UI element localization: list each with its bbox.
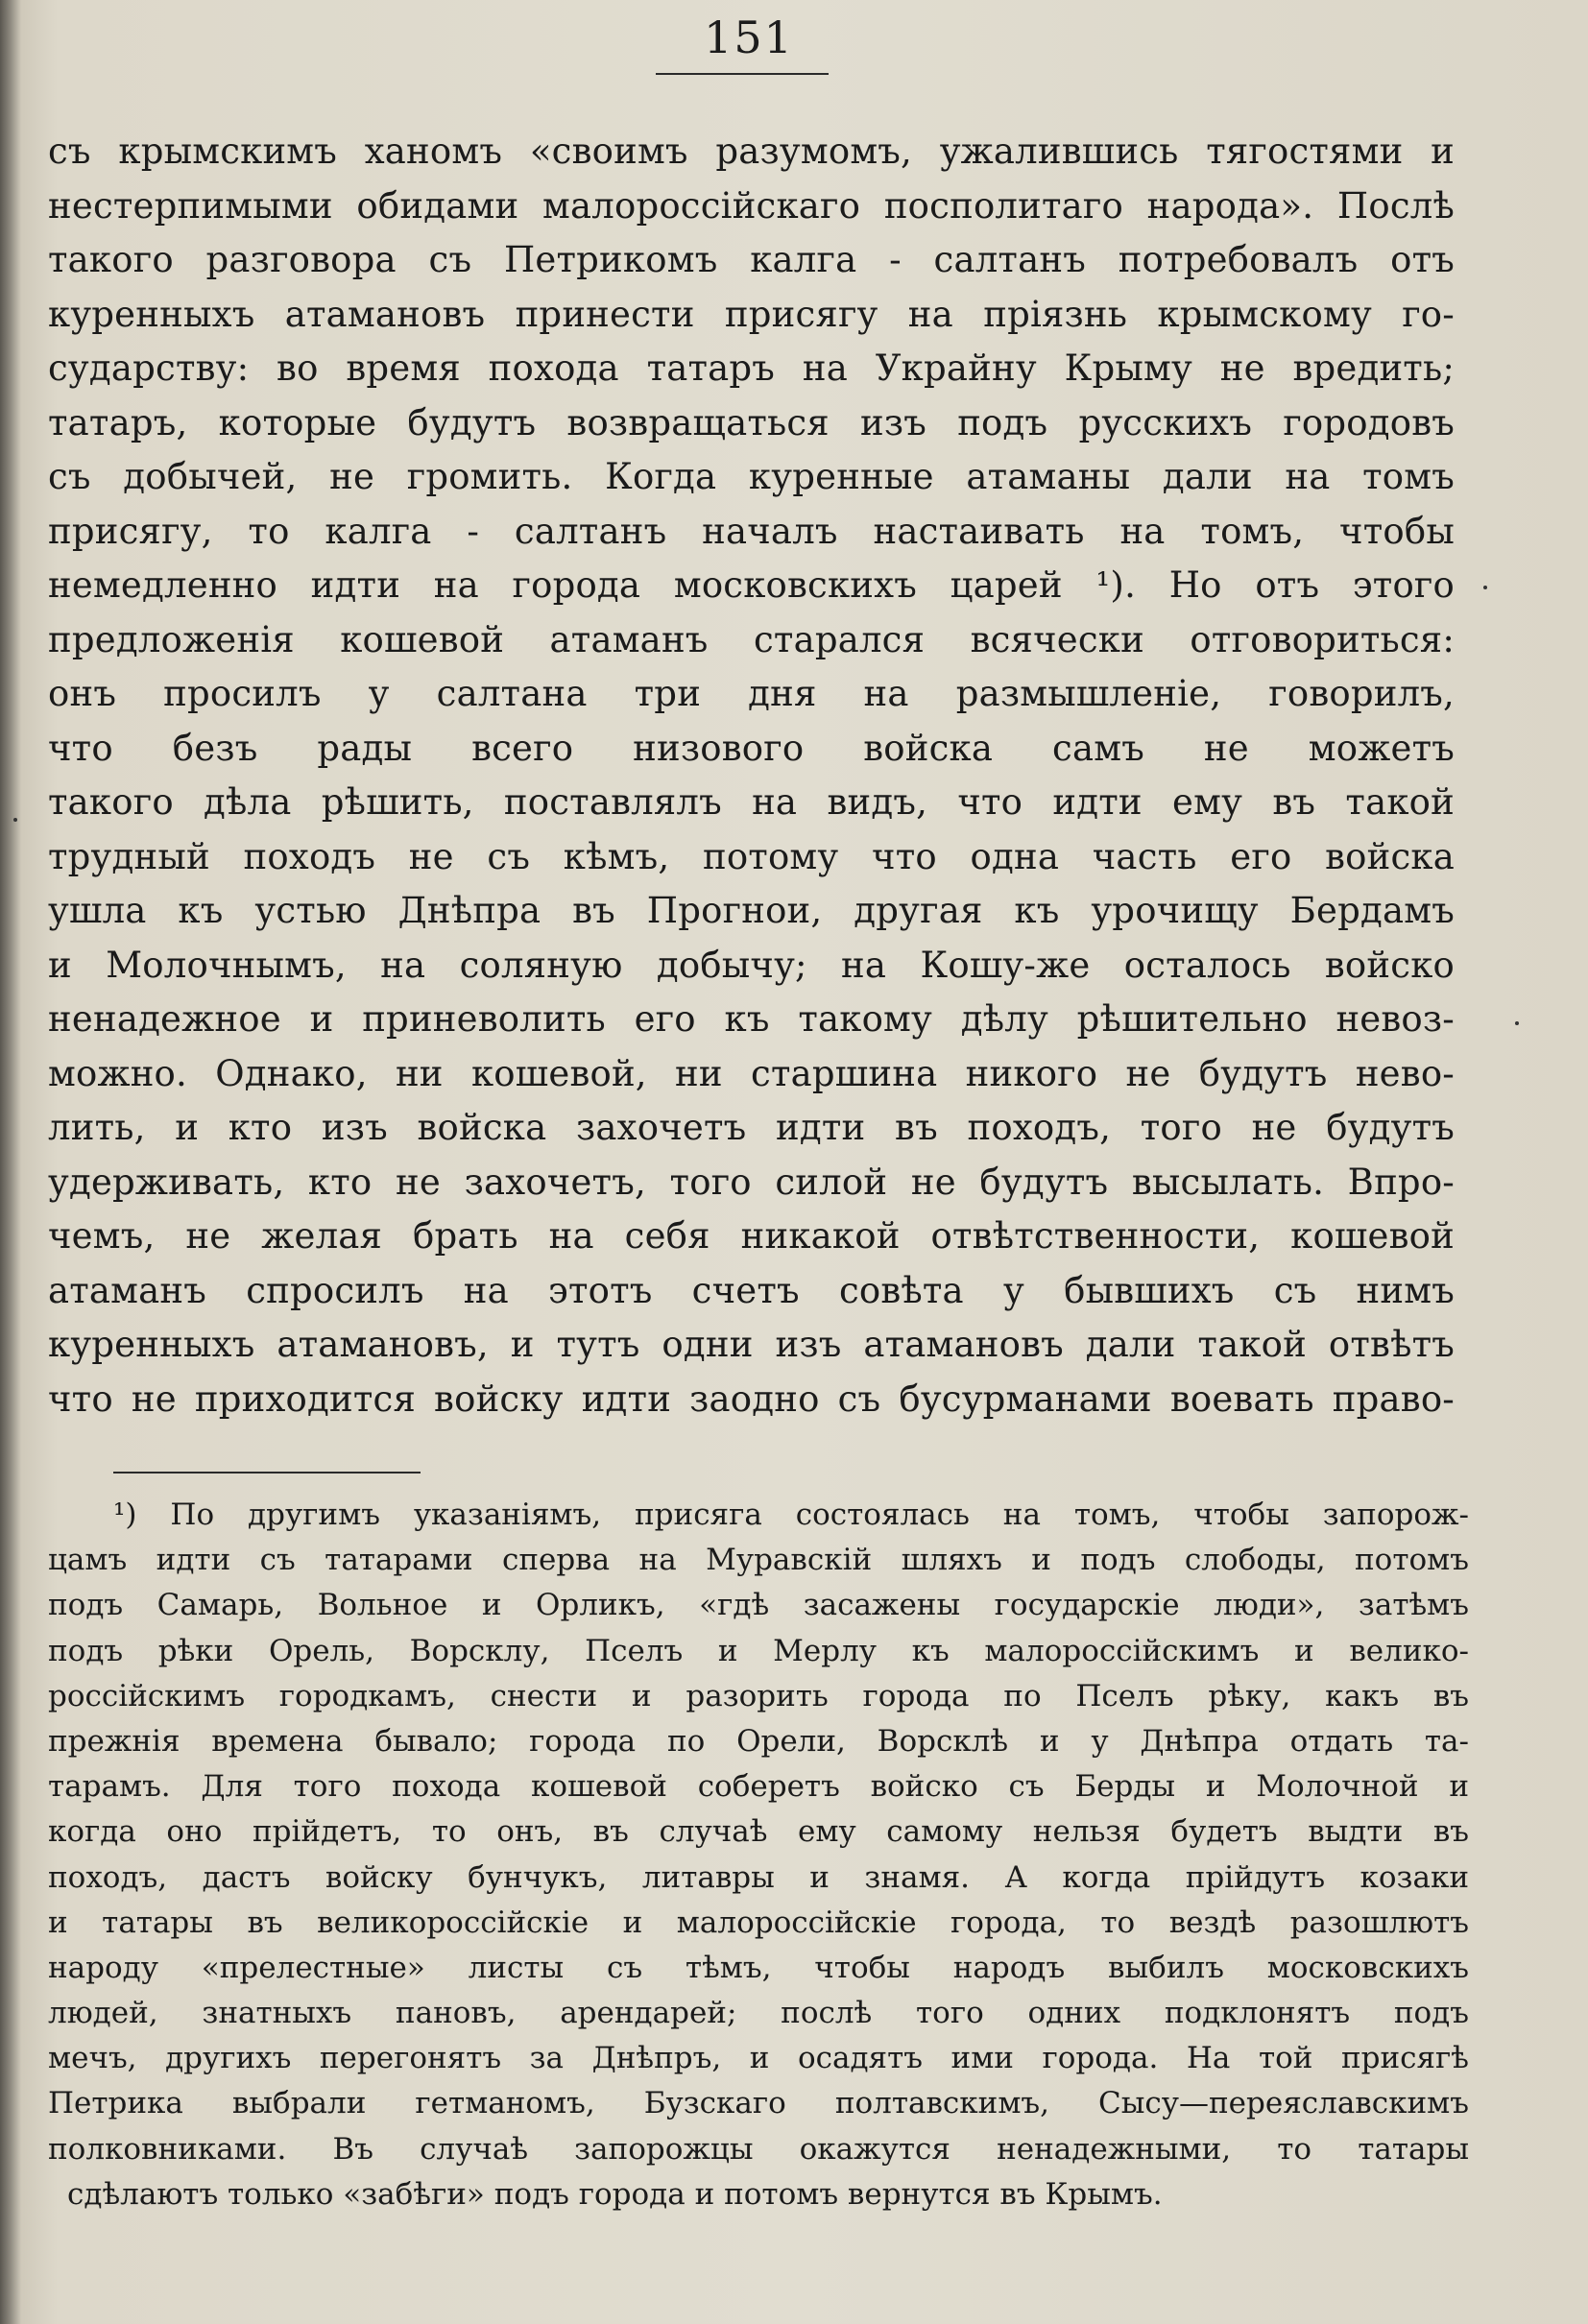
body-line: что не приходится войску идти заодно съ бусурманами воевать право- [48, 1378, 1455, 1420]
footnote-line: мечъ, другихъ перегонятъ за Днѣпръ, и осадятъ ими города. На той присягѣ [48, 2041, 1469, 2076]
paper-speck [1483, 586, 1487, 589]
body-line: трудный походъ не съ кѣмъ, потому что одна часть его войска [48, 835, 1455, 877]
footnote-line: походъ, дастъ войску бунчукъ, литавры и знамя. А когда прійдутъ козаки [48, 1859, 1469, 1895]
body-line: можно. Однако, ни кошевой, ни старшина никого не будутъ нево- [48, 1052, 1455, 1094]
body-line: предложенія кошевой атаманъ старался всячески отговориться: [48, 618, 1455, 660]
paper-speck [13, 818, 17, 822]
footnote-line: полковниками. Въ случаѣ запорожцы окажутся ненадежными, то татары [48, 2131, 1469, 2167]
body-line: ненадежное и приневолить его къ такому дѣлу рѣшительно невоз- [48, 998, 1455, 1040]
body-line: сударству: во время похода татаръ на Украйну Крыму не вредить; [48, 347, 1455, 389]
body-line: удерживать, кто не захочетъ, того силой не будутъ высылать. Впро- [48, 1161, 1455, 1203]
footnote-line: прежнія времена бывало; города по Орели, Ворсклѣ и у Днѣпра отдать та- [48, 1723, 1469, 1759]
footnote-line: подъ Самарь, Вольное и Орликъ, «гдѣ засажены государскіе люди», затѣмъ [48, 1588, 1469, 1623]
paper-speck [1515, 1021, 1519, 1025]
footnote-block [48, 1493, 1469, 2217]
footnote-line: людей, знатныхъ пановъ, арендарей; послѣ того одних подклонятъ подъ [48, 1996, 1469, 2031]
body-line: куренныхъ атамановъ принести присягу на пріязнь крымскому го- [48, 293, 1455, 335]
footnote-line: тарамъ. Для того похода кошевой соберетъ войско съ Берды и Молочной и [48, 1769, 1469, 1805]
footnote-line: когда оно прійдетъ, то онъ, въ случаѣ ему самому нельзя будетъ выдти въ [48, 1814, 1469, 1850]
body-line: татаръ, которые будутъ возвращаться изъ подъ русскихъ городовъ [48, 401, 1455, 443]
footnote-line: сдѣлаютъ только «забѣги» подъ города и потомъ вернутся въ Крымъ. [67, 2176, 1163, 2212]
body-line: что безъ рады всего низового войска самъ не можетъ [48, 727, 1455, 769]
footnote-line: Петрика выбрали гетманомъ, Бузскаго полтавскимъ, Сысу—переяславскимъ [48, 2086, 1469, 2121]
footnote-line: россійскимъ городкамъ, снести и разорить города по Пселъ рѣку, какъ въ [48, 1678, 1469, 1713]
footnote-line: цамъ идти съ татарами сперва на Муравскій шляхъ и подъ слободы, потомъ [48, 1543, 1469, 1578]
body-line: присягу, то калга - салтанъ началъ настаивать на томъ, чтобы [48, 510, 1455, 552]
footnote-line: ¹) По другимъ указаніямъ, присяга состоялась на томъ, чтобы запорож- [113, 1497, 1469, 1532]
body-line: съ добычей, не громить. Когда куренные атаманы дали на томъ [48, 456, 1455, 497]
body-line: лить, и кто изъ войска захочетъ идти въ походъ, того не будутъ [48, 1107, 1455, 1148]
body-line: такого дѣла рѣшить, поставлялъ на видъ, что идти ему въ такой [48, 781, 1455, 823]
body-line: такого разговора съ Петрикомъ калга - салтанъ потребовалъ отъ [48, 239, 1455, 280]
page-number: 151 [704, 12, 794, 63]
footnote-line: подъ рѣки Орель, Ворсклу, Пселъ и Мерлу къ малороссійскимъ и велико- [48, 1633, 1469, 1668]
body-line: чемъ, не желая брать на себя никакой отвѣтственности, кошевой [48, 1215, 1455, 1257]
main-text [48, 125, 1455, 1426]
body-line: ушла къ устью Днѣпра въ Прогнои, другая къ урочищу Бердамъ [48, 890, 1455, 931]
body-line: съ крымскимъ ханомъ «своимъ разумомъ, ужалившись тягостями и [48, 131, 1455, 172]
body-line: немедленно идти на города московскихъ царей ¹). Но отъ этого [48, 564, 1455, 606]
body-line: атаманъ спросилъ на этотъ счетъ совѣта у бывшихъ съ нимъ [48, 1269, 1455, 1311]
body-line: нестерпимыми обидами малороссійскаго посполитаго народа». Послѣ [48, 184, 1455, 227]
body-line: и Молочнымъ, на соляную добычу; на Кошу-же осталось войско [48, 944, 1455, 986]
page-number-rule [656, 73, 829, 75]
body-line: куренныхъ атамановъ, и тутъ одни изъ атамановъ дали такой отвѣтъ [48, 1324, 1455, 1365]
body-line: онъ просилъ у салтана три дня на размышленіе, говорилъ, [48, 673, 1455, 714]
footnote-line: и татары въ великороссійскіе и малороссійскіе города, то вездѣ разошлютъ [48, 1905, 1469, 1940]
footnote-line: народу «прелестные» листы съ тѣмъ, чтобы народъ выбилъ московскихъ [48, 1950, 1469, 1985]
footnote-separator [113, 1472, 421, 1473]
